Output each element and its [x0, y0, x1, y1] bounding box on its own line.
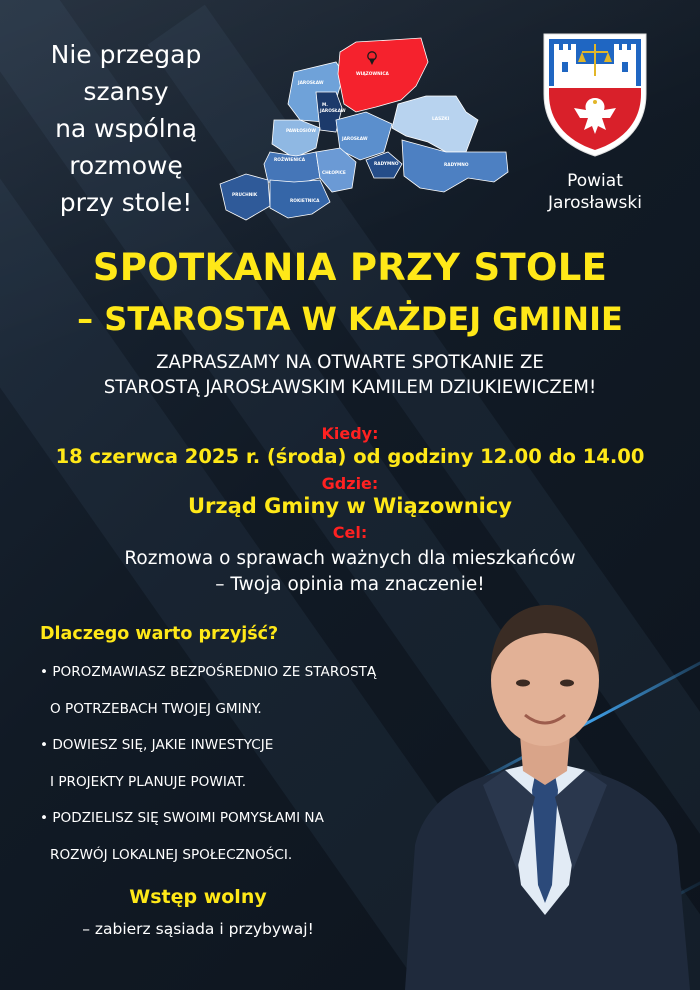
map-label-laszki: LASZKI	[432, 117, 450, 122]
county-name-line1: Powiat	[567, 171, 623, 191]
why-title: Dlaczego warto przyjść?	[40, 624, 279, 644]
where-label: Gdzie:	[321, 474, 379, 493]
county-name-line2: Jarosławski	[548, 193, 642, 213]
benefit-line: • PODZIELISZ SIĘ SWOIMI POMYSŁAMI NA	[40, 810, 324, 826]
benefit-line: I PROJEKTY PLANUJE POWIAT.	[50, 773, 247, 790]
map-label-pawlosiow: PAWŁOSIÓW	[286, 129, 316, 134]
map-label-m-jaroslaw-2: JAROSŁAW	[320, 109, 346, 114]
bring-neighbor: – zabierz sąsiada i przybywaj!	[82, 920, 314, 938]
invitation-text	[0, 350, 700, 400]
map-label-pruchnik: PRUCHNIK	[232, 193, 258, 198]
when-value: 18 czerwca 2025 r. (środa) od godziny 12.00 do 14.00	[55, 445, 645, 468]
goal-label: Cel:	[332, 523, 368, 542]
invitation-line2: STAROSTĄ JAROSŁAWSKIM KAMILEM DZIUKIEWICZEM!	[103, 377, 597, 398]
goal-line1: Rozmowa o sprawach ważnych dla mieszkańców	[124, 548, 576, 569]
starosta-portrait	[385, 585, 700, 990]
tagline-line: szansy	[83, 77, 169, 106]
map-label-rozwienica: ROŹWIENICA	[274, 158, 306, 163]
coat-of-arms-icon	[540, 30, 650, 158]
county-map	[216, 12, 516, 227]
benefit-line: • DOWIESZ SIĘ, JAKIE INWESTYCJE	[40, 737, 274, 753]
invitation-line1: ZAPRASZAMY NA OTWARTE SPOTKANIE ZE	[156, 352, 544, 373]
map-label-radymno-m: RADYMNO	[374, 162, 399, 167]
tagline-line: rozmowę	[69, 151, 183, 180]
goal-line2: – Twoja opinia ma znaczenie!	[215, 574, 485, 595]
free-entry: Wstęp wolny	[129, 886, 267, 908]
benefit-line: O POTRZEBACH TWOJEJ GMINY.	[50, 700, 262, 717]
tagline-line: na wspólną	[55, 114, 197, 143]
benefit-line: ROZWÓJ LOKALNEJ SPOŁECZNOŚCI.	[50, 846, 293, 863]
map-label-wiazownica: WIĄZOWNICA	[356, 72, 389, 77]
map-label-radymno: RADYMNO	[444, 163, 469, 168]
tagline	[26, 36, 226, 221]
tagline-line: Nie przegap	[50, 40, 202, 69]
headline-title: SPOTKANIA PRZY STOLE	[92, 246, 608, 289]
benefit-line: • POROZMAWIASZ BEZPOŚREDNIO ZE STAROSTĄ	[40, 664, 377, 680]
when-label: Kiedy:	[321, 424, 379, 443]
map-label-jaroslaw: JAROSŁAW	[298, 81, 324, 86]
headline-subtitle: – STAROSTA W KAŻDEJ GMINIE	[77, 300, 623, 338]
map-label-chlopice: CHŁOPICE	[322, 171, 346, 176]
map-label-rokietnica: ROKIETNICA	[290, 199, 320, 204]
county-name	[528, 170, 662, 214]
map-label-m-jaroslaw-1: M.	[322, 103, 328, 108]
region-rozwienica	[264, 152, 320, 184]
map-label-jaroslaw-east: JAROSŁAW	[342, 137, 368, 142]
tagline-line: przy stole!	[59, 188, 193, 217]
where-value: Urząd Gminy w Wiązownicy	[188, 494, 512, 518]
